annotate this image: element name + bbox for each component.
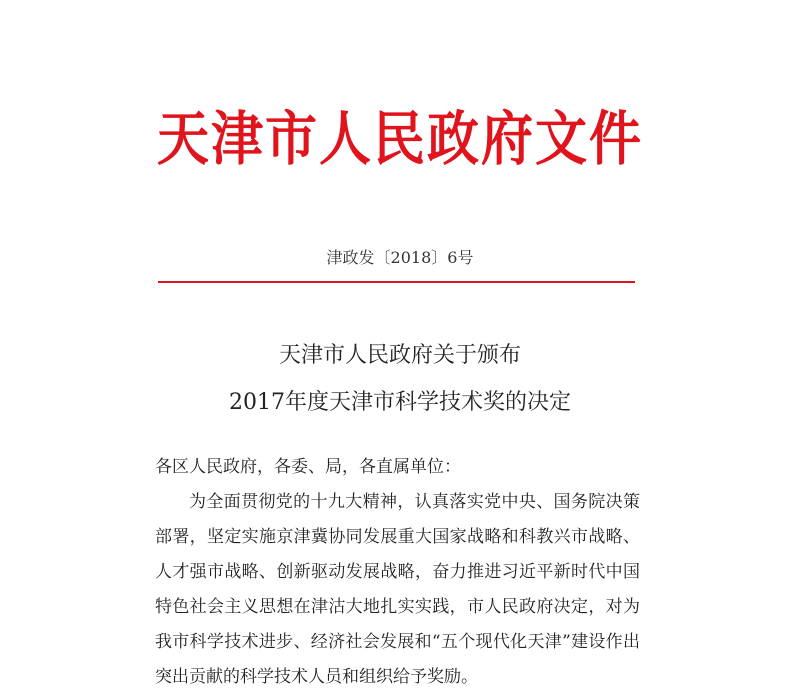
document-title-line-2: 2017年度天津市科学技术奖的决定: [229, 390, 571, 415]
paragraph-line: 我市科学技术进步、经济社会发展和“五个现代化天津”建设作出: [155, 632, 640, 652]
paragraph-line: 为全面贯彻党的十九大精神，认真落实党中央、国务院决策: [189, 492, 640, 512]
document-title-line-1: 天津市人民政府关于颁布: [278, 343, 521, 368]
paragraph-line: 突出贡献的科学技术人员和组织给予奖励。: [155, 667, 478, 687]
paragraph-line: 人才强市战略、创新驱动发展战略，奋力推进习近平新时代中国: [155, 562, 640, 582]
red-divider: [158, 281, 635, 283]
document-number: 津政发〔2018〕6号: [326, 248, 474, 267]
paragraph-line: 特色社会主义思想在津沽大地扎实实践，市人民政府决定，对为: [155, 597, 640, 617]
salutation: 各区人民政府，各委、局，各直属单位：: [155, 457, 461, 477]
document-masthead: 天津市人民政府文件: [156, 105, 643, 174]
paragraph-line: 部署，坚定实施京津冀协同发展重大国家战略和科教兴市战略、: [155, 527, 640, 547]
